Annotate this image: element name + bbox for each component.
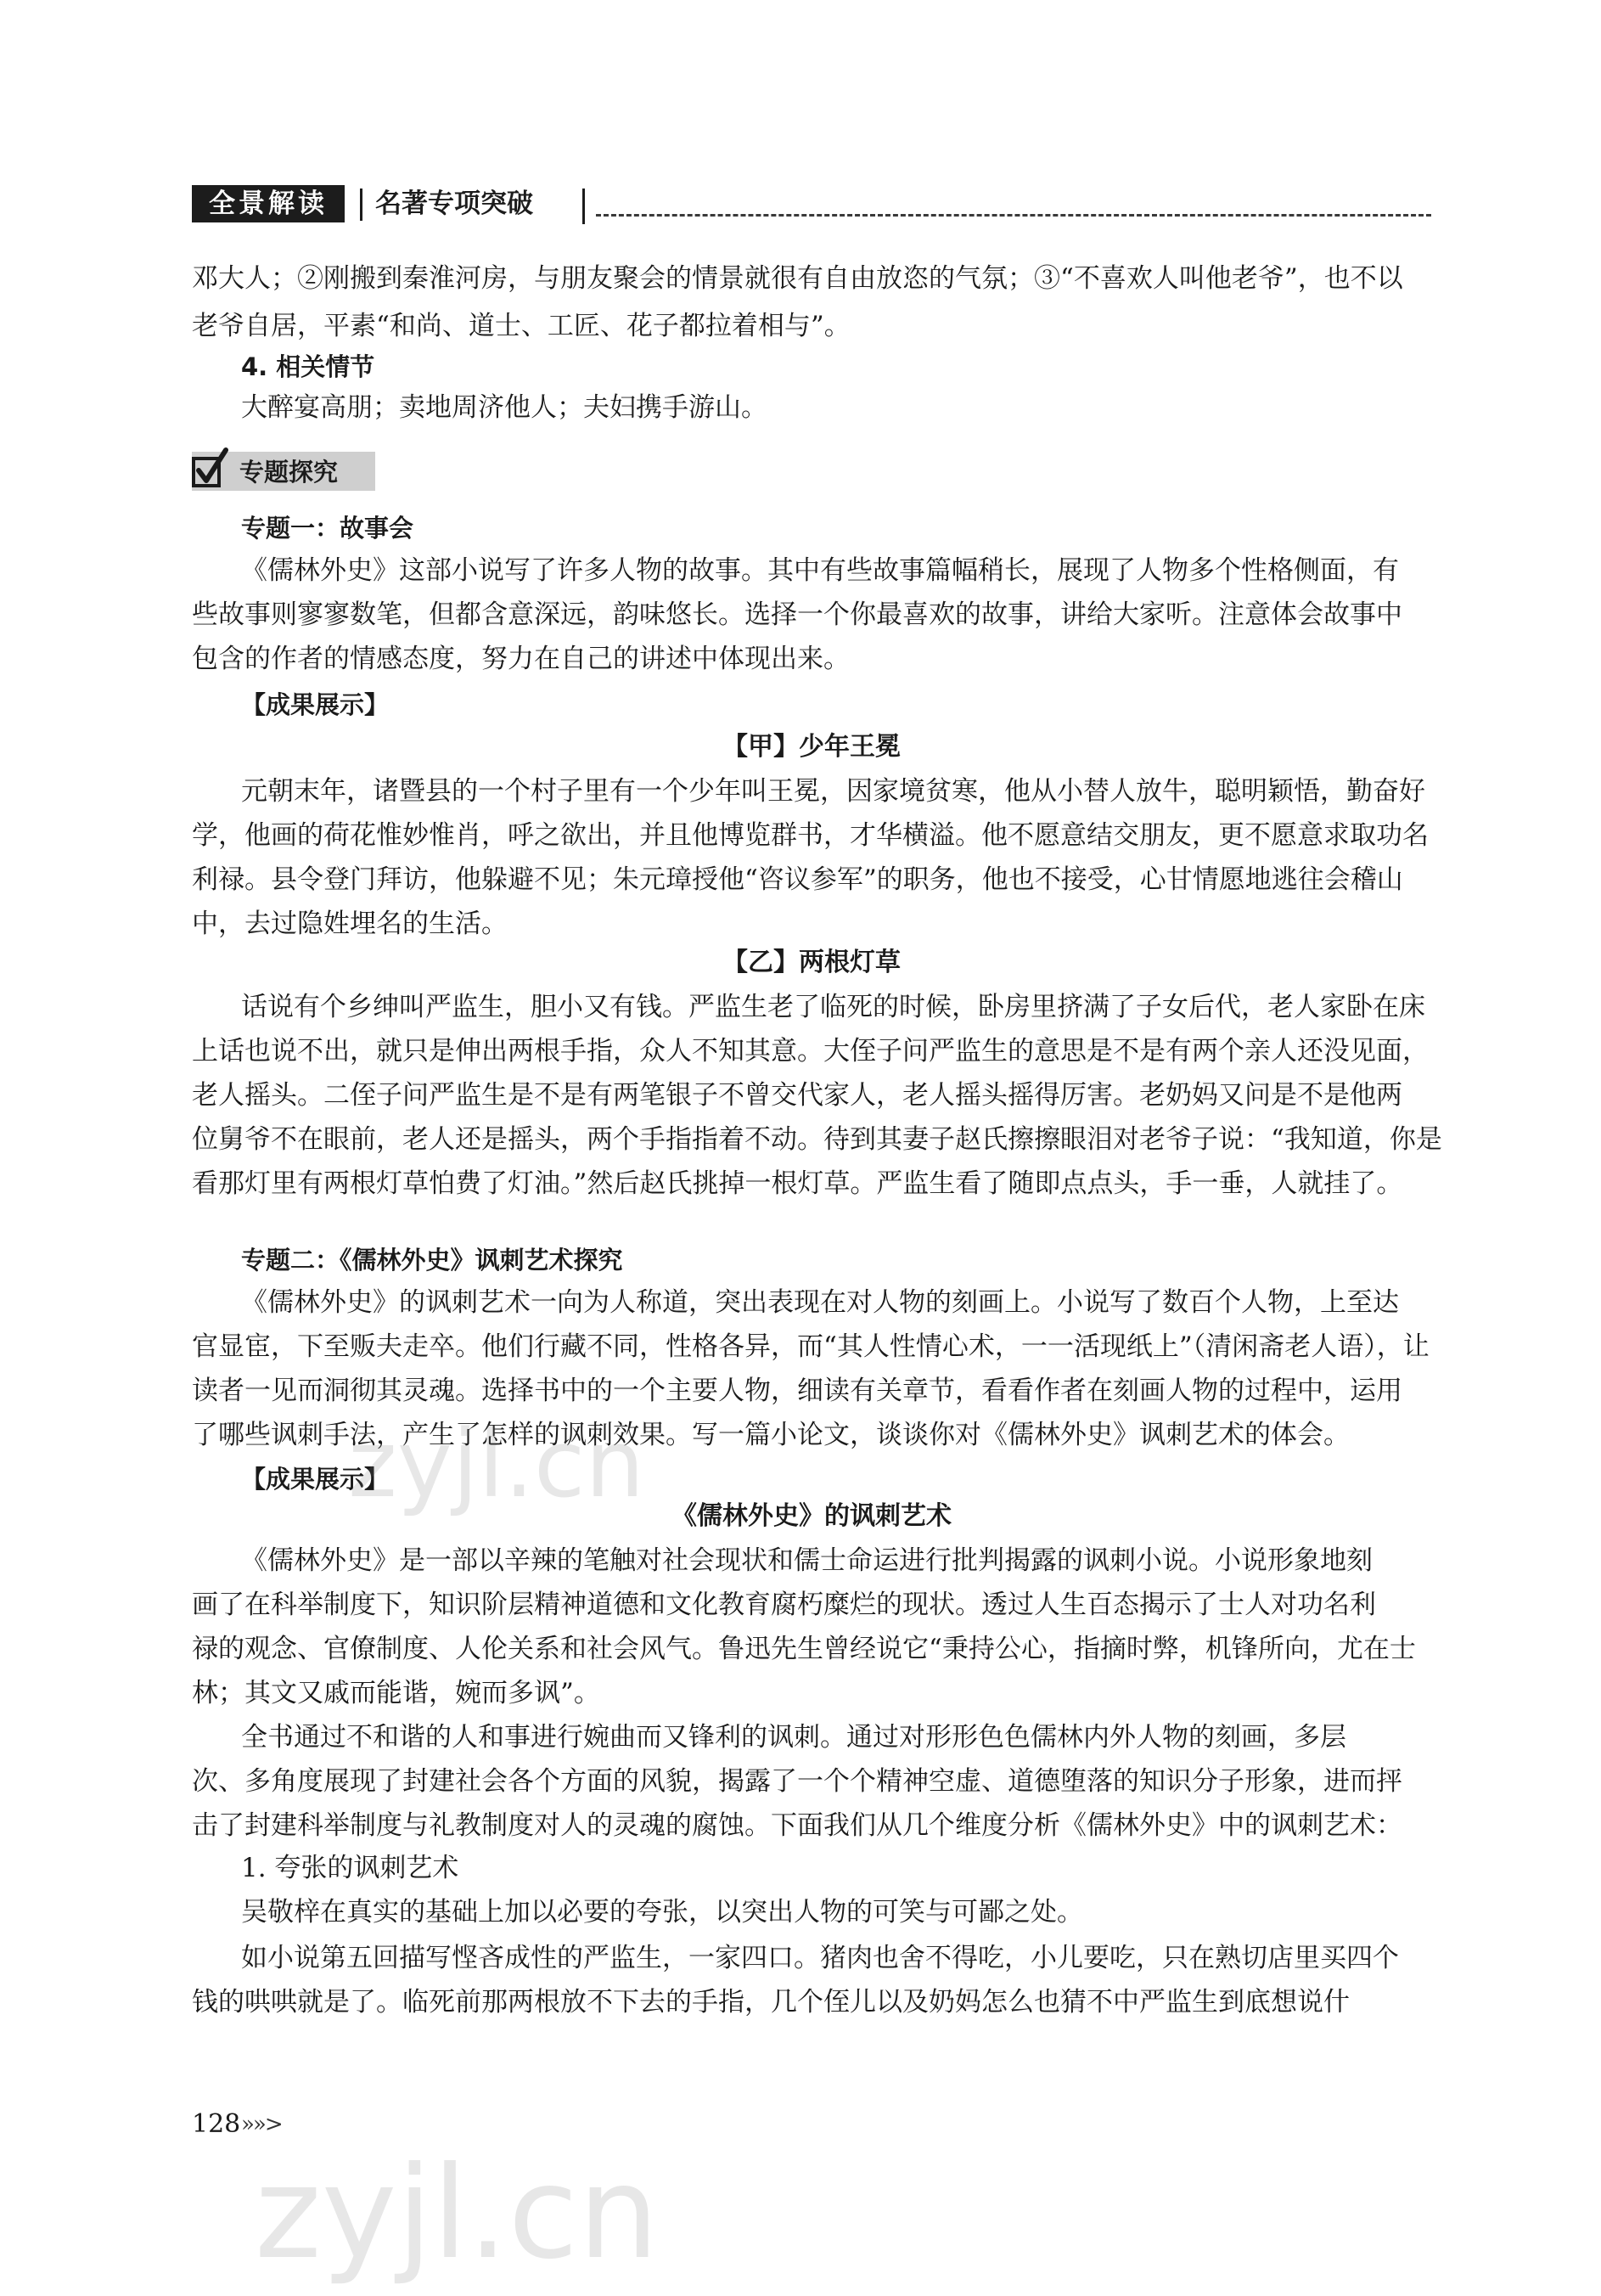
header-dashed-rule: [596, 214, 1431, 217]
essay-line: 钱的哄哄就是了。临死前那两根放不下去的手指，几个侄儿以及奶妈怎么也猜不中严监生到底想说什: [192, 1987, 1350, 2017]
essay-line: 禄的观念、官僚制度、人伦关系和社会风气。鲁迅先生曾经说它“秉持公心，指摘时弊，机锋所向，尤在士: [192, 1634, 1416, 1664]
essay-line: 《儒林外史》是一部以辛辣的笔触对社会现状和儒士命运进行批判揭露的讽刺小说。小说形象地刻: [241, 1545, 1373, 1576]
topic2-line: 官显宦，下至贩夫走卒。他们行藏不同，性格各异，而“其人性情心术，一一活现纸上”（清闲斋老人语），让: [192, 1331, 1430, 1362]
intro-subheading: 4. 相关情节: [241, 352, 375, 381]
essay-line: 画了在科举制度下，知识阶层精神道德和文化教育腐朽糜烂的现状。透过人生百态揭示了士人对功名利: [192, 1590, 1376, 1620]
intro-line: 老爷自居，平素“和尚、道士、工匠、花子都拉着相与”。: [192, 311, 851, 341]
essay-line: 次、多角度展现了封建社会各个方面的风貌，揭露了一个个精神空虚、道德堕落的知识分子形象，进而抨: [192, 1766, 1402, 1797]
topic2-heading: 专题二：《儒林外史》讽刺艺术探究: [241, 1246, 623, 1275]
essay-line: 击了封建科举制度与礼教制度对人的灵魂的腐蚀。下面我们从几个维度分析《儒林外史》中的讽刺艺术：: [192, 1810, 1402, 1841]
topic2-line: 了哪些讽刺手法，产生了怎样的讽刺效果。写一篇小论文，谈谈你对《儒林外史》讽刺艺术的体会。: [192, 1420, 1350, 1450]
story-a-line: 学，他画的荷花惟妙惟肖，呼之欲出，并且他博览群书，才华横溢。他不愿意结交朋友，更不愿意求取功名: [192, 820, 1429, 851]
result-label: 【成果展示】: [241, 690, 390, 719]
watermark: zyjl.cn: [348, 1410, 645, 1518]
header-divider: [582, 189, 585, 224]
story-b-line: 上话也说不出，就只是伸出两根手指，众人不知其意。大侄子问严监生的意思是不是有两个亲人还没见面，: [192, 1036, 1429, 1066]
topic1-heading: 专题一：故事会: [241, 514, 414, 543]
intro-line: 邓大人；②刚搬到秦淮河房，与朋友聚会的情景就很有自由放恣的气氛；③“不喜欢人叫他老爷”，也不以: [192, 263, 1403, 294]
topic1-line: 包含的作者的情感态度，努力在自己的讲述中体现出来。: [192, 644, 850, 674]
story-b-line: 老人摇头。二侄子问严监生是不是有两笔银子不曾交代家人，老人摇头摇得厉害。老奶妈又问是不是他两: [192, 1080, 1402, 1111]
essay-line: 吴敬梓在真实的基础上加以必要的夸张，以突出人物的可笑与可鄙之处。: [241, 1897, 1083, 1927]
story-b-line: 位舅爷不在眼前，老人还是摇头，两个手指指着不动。待到其妻子赵氏擦擦眼泪对老爷子说：“我知道，你是: [192, 1124, 1442, 1155]
story-b-title: 【乙】两根灯草: [722, 948, 901, 977]
essay-line: 如小说第五回描写悭吝成性的严监生，一家四口。猪肉也舍不得吃，小儿要吃，只在熟切店里买四个: [241, 1943, 1399, 1973]
story-a-line: 利禄。县令登门拜访，他躲避不见；朱元璋授他“咨议参军”的职务，他也不接受，心甘情愿地逃往会稽山: [192, 864, 1403, 895]
check-icon: [192, 447, 229, 489]
story-a-line: 元朝末年，诸暨县的一个村子里有一个少年叫王冕，因家境贫寒，他从小替人放牛，聪明颖悟，勤奋好: [241, 776, 1425, 807]
story-a-title: 【甲】少年王冕: [722, 732, 901, 762]
topic2-line: 读者一见而洞彻其灵魂。选择书中的一个主要人物，细读有关章节，看看作者在刻画人物的过程中，运用: [192, 1376, 1402, 1406]
essay-subheading: 1. 夸张的讽刺艺术: [241, 1853, 459, 1883]
watermark: zyjl.cn: [255, 2140, 660, 2288]
story-b-line: 看那灯里有两根灯草怕费了灯油。”然后赵氏挑掉一根灯草。严监生看了随即点点头，手一垂，人就挂了。: [192, 1168, 1403, 1199]
essay-title: 《儒林外史》的讽刺艺术: [671, 1501, 952, 1531]
section-banner-label: 专题探究: [239, 458, 339, 487]
essay-line: 全书通过不和谐的人和事进行婉曲而又锋利的讽刺。通过对形形色色儒林内外人物的刻画，多层: [241, 1722, 1346, 1753]
story-b-line: 话说有个乡绅叫严监生，胆小又有钱。严监生老了临死的时候，卧房里挤满了子女后代，老人家卧在床: [241, 992, 1425, 1022]
essay-line: 林；其文又戚而能谐，婉而多讽”。: [192, 1678, 600, 1708]
header-title: 名著专项突破: [375, 189, 533, 219]
page-number: 128: [192, 2109, 241, 2139]
result-label: 【成果展示】: [241, 1465, 390, 1494]
page-header: [192, 185, 1431, 224]
header-divider: [360, 189, 362, 221]
story-a-line: 中，去过隐姓埋名的生活。: [192, 909, 508, 939]
topic2-line: 《儒林外史》的讽刺艺术一向为人称道，突出表现在对人物的刻画上。小说写了数百个人物，上至达: [241, 1287, 1399, 1318]
chevron-icon: »»>: [241, 2112, 282, 2137]
header-badge: 全景解读: [192, 185, 345, 222]
topic1-line: 些故事则寥寥数笔，但都含意深远，韵味悠长。选择一个你最喜欢的故事，讲给大家听。注意体会故事中: [192, 599, 1402, 630]
intro-plot: 大醉宴高朋；卖地周济他人；夫妇携手游山。: [241, 392, 767, 423]
topic1-line: 《儒林外史》这部小说写了许多人物的故事。其中有些故事篇幅稍长，展现了人物多个性格侧面，有: [241, 555, 1399, 586]
